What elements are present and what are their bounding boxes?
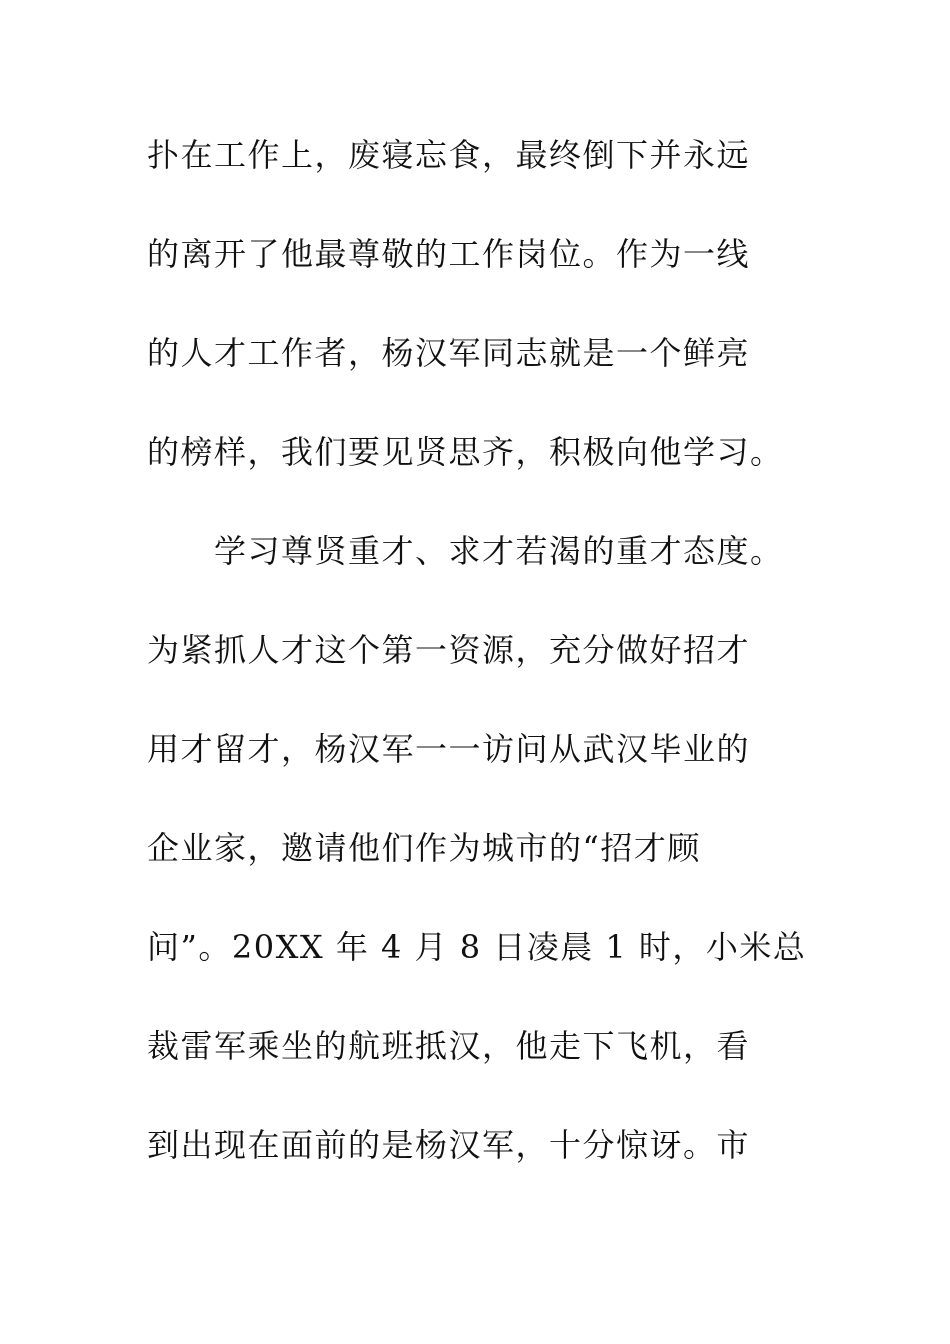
body-text-line: 用才留才，杨汉军一一访问从武汉毕业的	[147, 730, 751, 768]
body-text-line: 扑在工作上，废寝忘食，最终倒下并永远	[147, 136, 751, 174]
body-text-line: 裁雷军乘坐的航班抵汉，他走下飞机，看	[147, 1027, 751, 1065]
body-text-line: 企业家，邀请他们作为城市的“招才顾	[147, 829, 701, 867]
body-text-line: 到出现在面前的是杨汉军，十分惊讶。市	[147, 1126, 751, 1164]
body-text-line: 的榜样，我们要见贤思齐，积极向他学习。	[147, 433, 784, 471]
paragraph-start-line: 学习尊贤重才、求才若渴的重才态度。	[214, 532, 784, 570]
body-text-line: 的人才工作者，杨汉军同志就是一个鲜亮	[147, 334, 751, 372]
body-text-line: 为紧抓人才这个第一资源，充分做好招才	[147, 631, 751, 669]
body-text-line: 问”。20XX 年 4 月 8 日凌晨 1 时，小米总	[147, 928, 807, 966]
body-text-line: 的离开了他最尊敬的工作岗位。作为一线	[147, 235, 751, 273]
